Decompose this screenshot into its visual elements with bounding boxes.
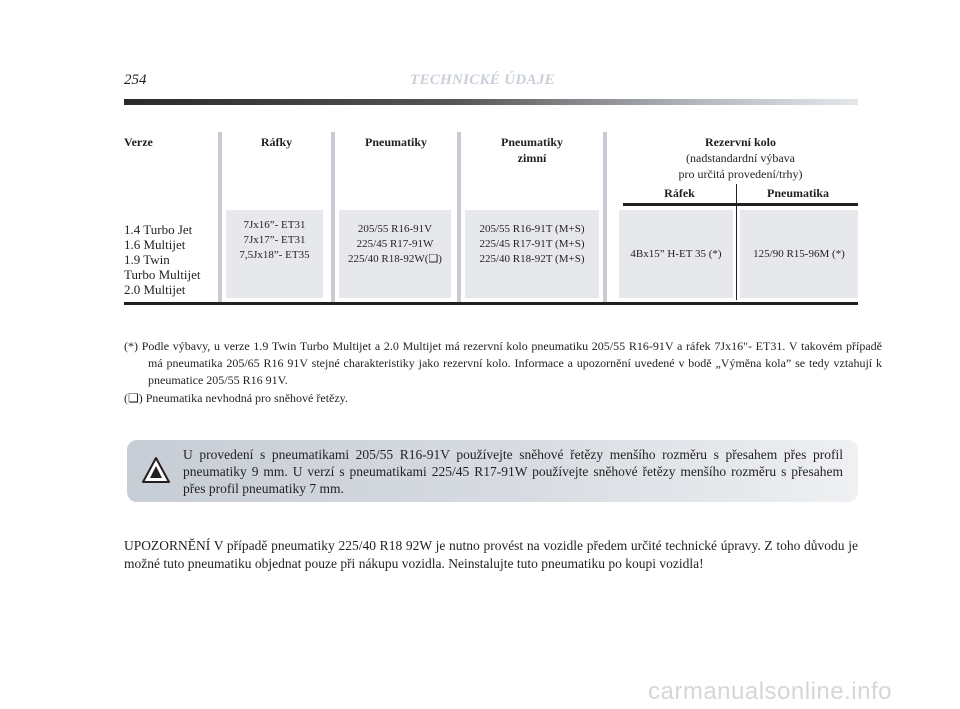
header-pneumatiky-zimni-line2: zimní xyxy=(517,151,547,165)
rafky-values xyxy=(226,218,323,263)
rafky-item: 7,5Jx18”- ET35 xyxy=(239,249,310,261)
verze-item: 2.0 Multijet xyxy=(124,282,186,297)
asterisk-note: (*) Podle výbavy, u verze 1.9 Twin Turbo Multijet a 2.0 Multijet má rezervní kolo pneumatiku 205/55 R16-91V a ráfek 7Jx16"- ET31. V takovém případě má pneumatika 205/65 R16 91V stejné charakteristiky jako rezervní kolo. Informace a upozornění uvedené v bodě „Výměna kola” se tedy vztahují k pneumatice 205/55 R16 91V. xyxy=(124,339,882,387)
spare-wheel-column-divider xyxy=(736,184,737,300)
zimni-item: 225/40 R18-92T (M+S) xyxy=(479,253,585,265)
header-rafek: Ráfek xyxy=(664,186,695,200)
spare-wheel-header-rule xyxy=(623,203,858,206)
page-number: 254 xyxy=(124,72,147,88)
header-verze: Verze xyxy=(124,135,153,149)
column-separator xyxy=(218,132,222,302)
warning-text: U provedení s pneumatikami 205/55 R16-91V používejte sněhové řetězy menšího rozměru s přesahem přes profil pneumatiky 9 mm. U verzí s pneumatikami 225/45 R17-91W používejte sněhové řetězy menšího rozměru s přesahem přes profil pneumatiky 7 mm. xyxy=(183,447,843,496)
rafky-item: 7Jx16”- ET31 xyxy=(243,219,306,231)
header-rezervni-kolo-sub1: (nadstandardní výbava xyxy=(686,151,795,165)
header-rezervni-kolo xyxy=(623,134,858,182)
pneumatika-value: 125/90 R15-96M (*) xyxy=(753,248,845,260)
header-pneumatiky: Pneumatiky xyxy=(364,135,427,149)
column-separator xyxy=(331,132,335,302)
warning-box xyxy=(127,440,858,502)
header-pneumatiky-zimni xyxy=(462,134,602,166)
header-rafky: Ráfky xyxy=(260,135,293,149)
chapter-title: TECHNICKÉ ÚDAJE xyxy=(410,72,555,88)
header-rezervni-kolo-title: Rezervní kolo xyxy=(705,135,776,149)
square-note: (❏) Pneumatika nevhodná pro sněhové řetězy. xyxy=(124,391,348,405)
verze-item: Turbo Multijet xyxy=(124,267,201,282)
column-separator xyxy=(603,132,607,302)
watermark: carmanualsonline.info xyxy=(648,678,892,705)
rafky-item: 7Jx17”- ET31 xyxy=(243,234,306,246)
header-rezervni-kolo-sub2: pro určitá provedení/trhy) xyxy=(678,167,803,181)
rafek-value: 4Bx15” H-ET 35 (*) xyxy=(630,248,722,260)
verze-item: 1.9 Twin xyxy=(124,252,170,267)
pneumatiky-item: 205/55 R16-91V xyxy=(357,223,433,235)
verze-item: 1.4 Turbo Jet xyxy=(124,222,193,237)
table-bottom-rule xyxy=(124,302,858,305)
verze-item: 1.6 Multijet xyxy=(124,237,186,252)
header-rule xyxy=(124,99,858,105)
pneumatiky-item: 225/40 R18-92W(❏) xyxy=(348,253,442,265)
tyre-table xyxy=(124,130,858,307)
zimni-item: 205/55 R16-91T (M+S) xyxy=(479,223,585,235)
verze-list xyxy=(124,222,200,297)
pneumatiky-values xyxy=(339,222,451,267)
footer-warning-note: UPOZORNĚNÍ V případě pneumatiky 225/40 R18 92W je nutno provést na vozidle předem určité technické úpravy. Z toho důvodu je možné tuto pneumatiku objednat pouze při nákupu vozidla. Neinstalujte tuto pneumatiku po koupi vozidla! xyxy=(124,538,858,571)
pneumatiky-item: 225/45 R17-91W xyxy=(356,238,434,250)
zimni-item: 225/45 R17-91T (M+S) xyxy=(479,238,585,250)
header-pneumatika: Pneumatika xyxy=(766,186,829,200)
column-separator xyxy=(457,132,461,302)
header-pneumatiky-zimni-line1: Pneumatiky xyxy=(500,135,563,149)
zimni-values xyxy=(465,222,599,267)
warning-triangle-icon xyxy=(141,456,171,484)
